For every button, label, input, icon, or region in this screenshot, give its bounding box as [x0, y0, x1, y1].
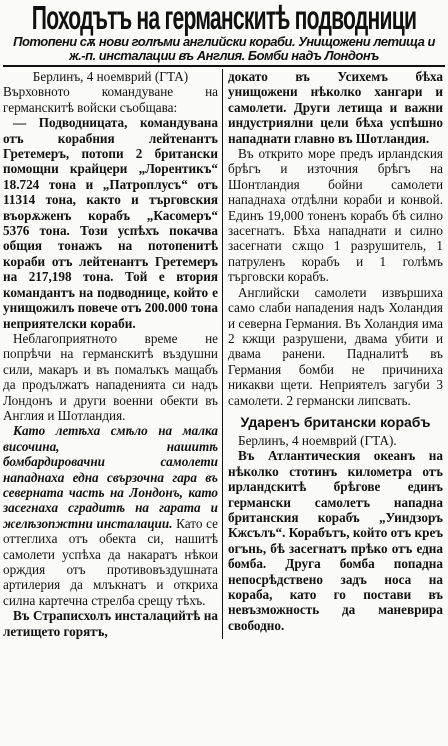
right-column — [223, 69, 443, 639]
left-column — [3, 69, 223, 639]
article-columns — [3, 69, 445, 639]
left-paragraph-2: Неблагоприятното време не попрѣчи на германскитѣ въздушни сили, макаръ и въ помалъкъ мащабъ да продължатъ нападенията си надъ Лондонъ и други военни обекти въ Англия и Шотландия. — [3, 330, 218, 423]
left-intro: Върховното командуване на германскитѣ войски съобщава: — [3, 84, 218, 115]
right-paragraph-3: Английски самолети извършиха само слаби нападения надъ Холандия и северна Германия. Въ Холандия има 2 кжщи разрушени, двама убити и двама ранени. Падналитѣ въ Германия бомби не причиниха никакви щети. Неприятелъ загуби 3 самолети. 2 германски липсвать. — [228, 284, 443, 408]
article-headline: Походътъ на германскитѣ подводници — [31, 0, 417, 36]
newspaper-article — [0, 1, 448, 746]
headline-divider — [3, 65, 445, 67]
right-paragraph-4: Въ Атлантическия океанъ на нѣколко стотинъ километра отъ ирландскитѣ брѣгове единъ германски самолетъ нападна британския корабъ „Уиндзоръ Кжсълъ“. Корабътъ, който отъ креъ огънь, бѣ засегнатъ прѣко отъ една бомба. Друга бомба попадна непосрѣдствено задъ носа на кораба, като го постави въ невъзможность да маневрира свободно. — [228, 448, 444, 633]
right-paragraph-1: докато въ Усихемъ бѣха унищожени нѣколко хангари и самолети. Други летища и важни индустриялни цели бѣха успѣшно нападнати главно въ Шотландия. — [228, 69, 443, 146]
left-paragraph-3 — [3, 423, 218, 608]
left-paragraph-3-italic: Като летѣха смѣло на малка височина, нашитѣ бомбардировачни самолети нападнаха една свързочна гара въ северната часть на Лондонъ, като засегнаха сградитѣ на гарата и желѣзопжтни инсталации. — [3, 423, 218, 531]
left-dateline: Берлинъ, 4 ноемврий (ГТА) — [32, 69, 189, 84]
article-subheadline: Потопени сѫ нови голѣми английски кораби. Унищожени летища и ж.-п. инсталации въ Англия. Бомби надъ Лондонъ — [13, 34, 435, 63]
left-paragraph-3-rest: Като се оттеглиха отъ обекта си, нашитѣ самолети успѣха да накаратъ нѣкои орждия отъ противовъздушната артилерия да млъкнатъ и откриха силна картечна стрелба срещу тѣхъ. — [3, 515, 219, 608]
left-paragraph-1: — Подводницата, командувана отъ корабния лейтенантъ Гретемеръ, потопи 2 британски помощни крайцери „Лорентикъ“ 18.724 тона и „Патроплусъ“ отъ 11314 тона, както и търговския въорѫженъ корабъ „Касомеръ“ 5376 тона. Този успѣхъ покачва общия тонажъ на потопенитѣ кораби отъ лейтенантъ Гретемеръ на 217,198 тона. Той е втория командантъ на подводнице, който е унищожилъ повече отъ 200.000 тона неприятелски кораби. — [3, 115, 218, 331]
right-paragraph-2: Въ открито море предъ ирландския брѣгъ и източния брѣгъ на Шонтландия бойни самолети нападнаха отдѣлни кораби и конвой. Единъ 19,000 тоненъ корабъ бѣ силно засегнатъ. Бѣха нападнати и силно засегнати сѫщо 1 разрушитель, 1 патруленъ корабъ и 1 голѣмъ търговски корабъ. — [228, 146, 443, 285]
right-dateline: Берлинъ, 4 ноемврий (ГТА). — [238, 432, 397, 448]
left-paragraph-4: Въ Страписхолъ инсталацийтѣ на летището горятъ, — [3, 608, 218, 639]
section-title: Ударенъ британски корабъ — [240, 413, 431, 430]
